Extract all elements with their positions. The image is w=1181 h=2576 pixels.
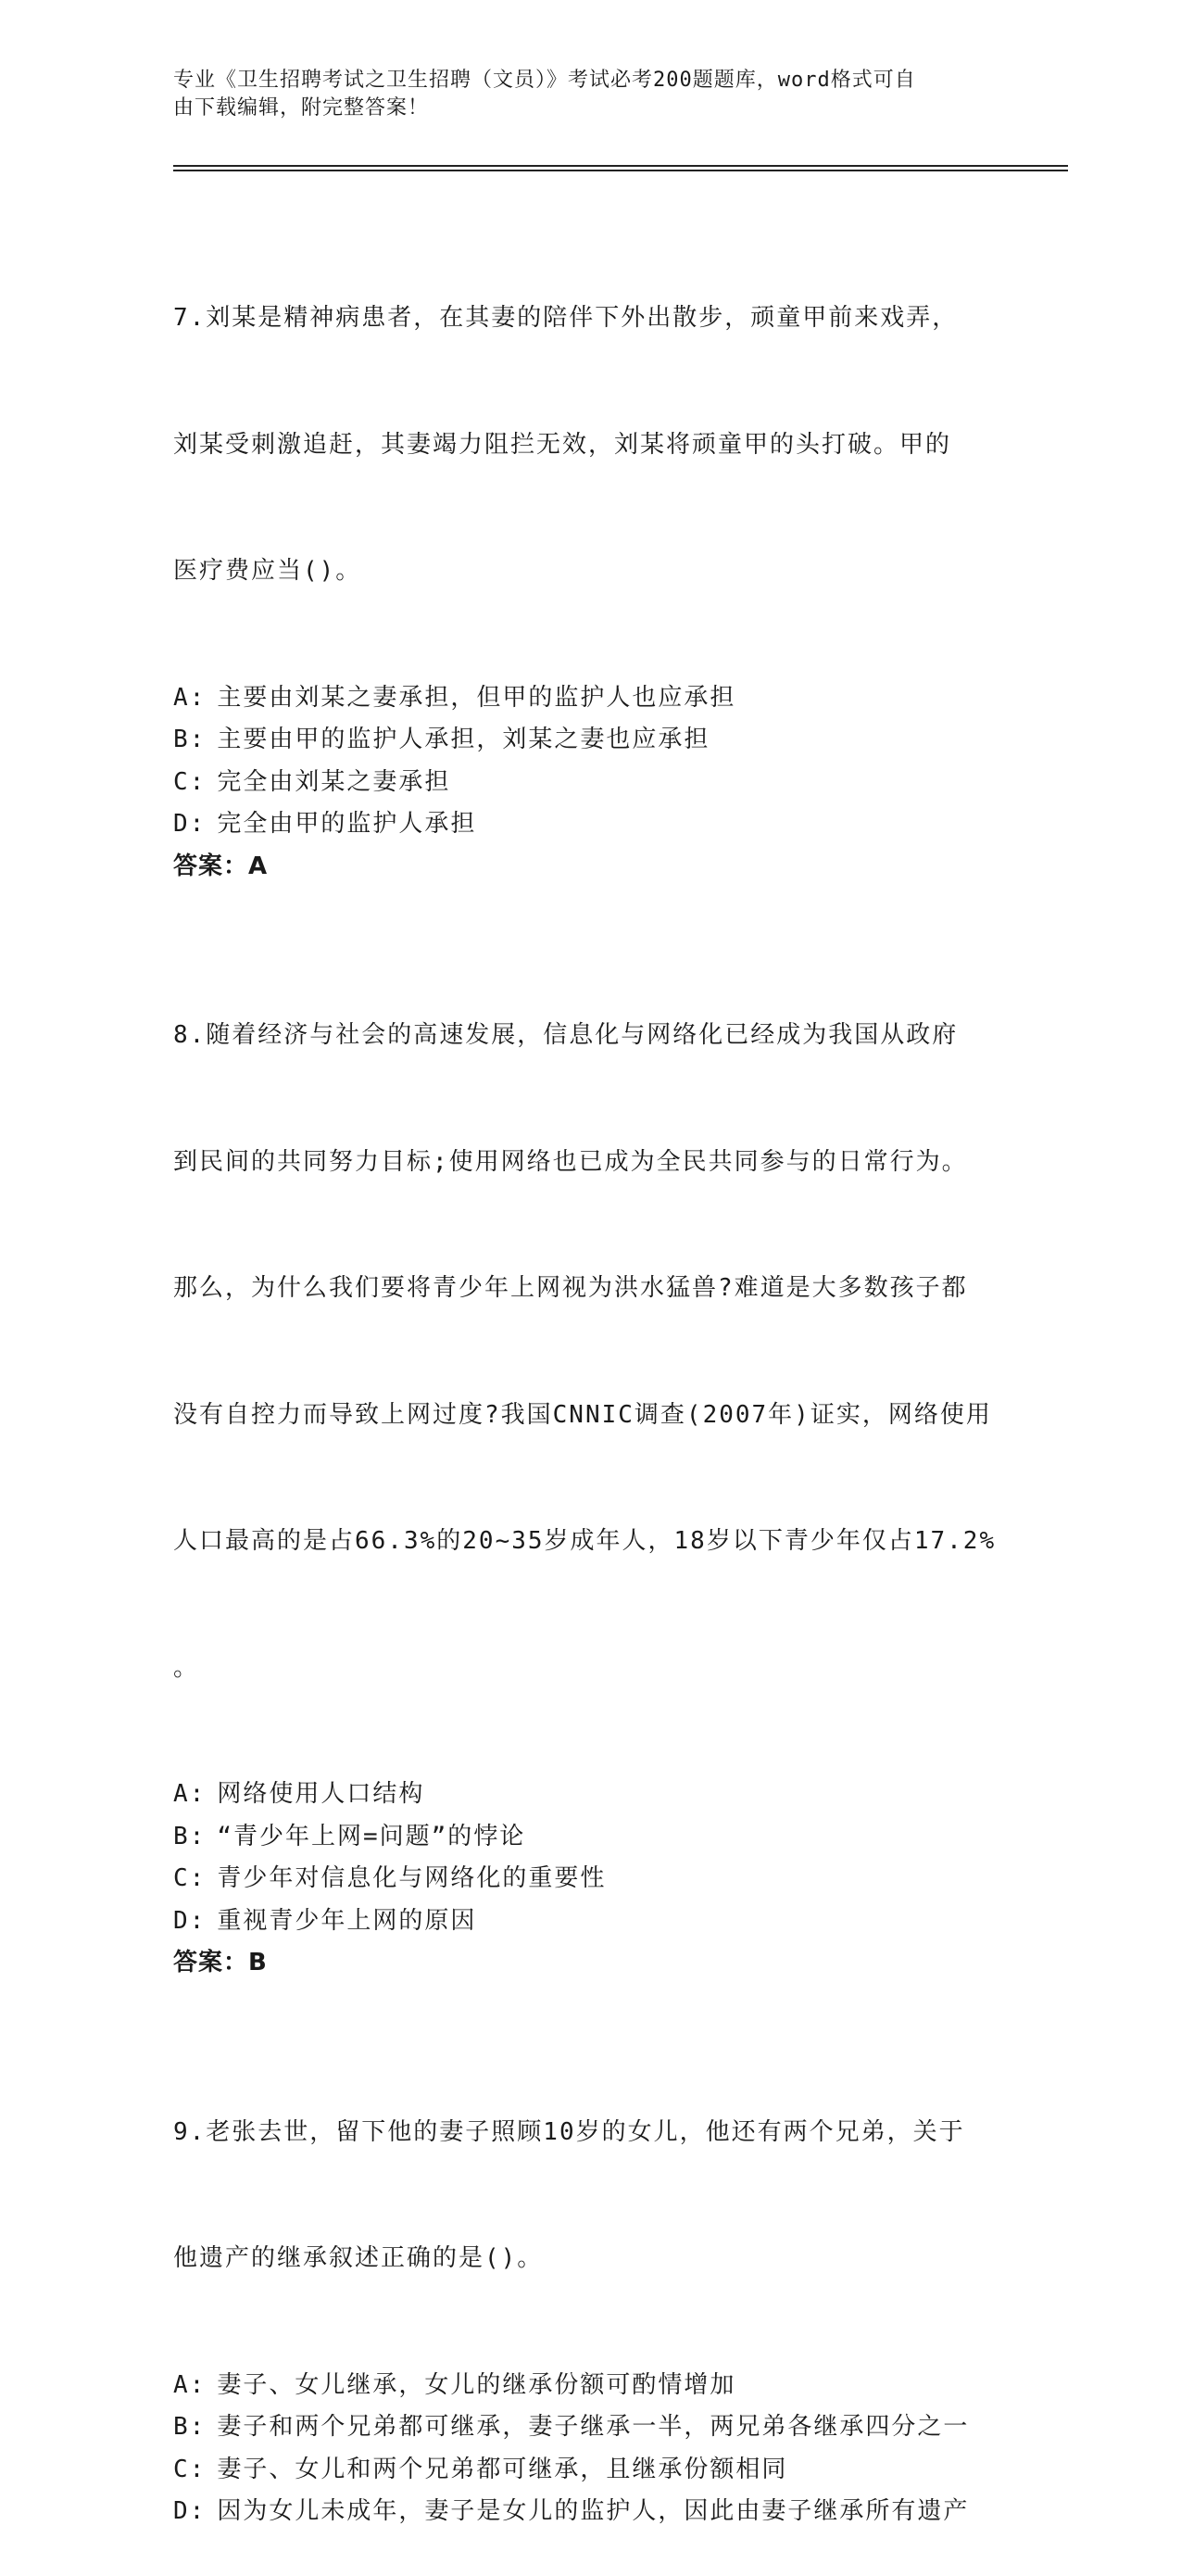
header-line-2: 由下载编辑，附完整答案！ — [173, 96, 430, 120]
stem-line: 7.刘某是精神病患者，在其妻的陪伴下外出散步，顽童甲前来戏弄， — [173, 304, 959, 332]
option-text: 妻子、女儿继承，女儿的继承份额可酌情增加 — [217, 2370, 736, 2399]
option-a — [173, 677, 1007, 720]
option-key: D: — [173, 810, 207, 838]
option-c — [173, 762, 1007, 804]
option-key: A: — [173, 1780, 207, 1808]
option-text: 完全由刘某之妻承担 — [217, 767, 451, 796]
option-key: B: — [173, 1822, 207, 1850]
question-7 — [173, 213, 1007, 888]
option-text: 主要由刘某之妻承担，但甲的监护人也应承担 — [217, 683, 736, 712]
question-8 — [173, 930, 1007, 1985]
document-header — [173, 67, 988, 122]
option-c — [173, 2449, 1007, 2492]
stem-line: 。 — [173, 1653, 200, 1682]
option-a — [173, 2365, 1007, 2407]
stem-line: 9.老张去世，留下他的妻子照顾10岁的女儿，他还有两个兄弟，关于 — [173, 2117, 965, 2146]
stem-line: 他遗产的继承叙述正确的是()。 — [173, 2244, 544, 2272]
option-d — [173, 803, 1007, 846]
option-key: B: — [173, 2413, 207, 2441]
question-stem — [173, 213, 1007, 677]
option-b — [173, 2406, 1007, 2449]
option-text: 主要由甲的监护人承担，刘某之妻也应承担 — [217, 726, 710, 753]
option-text: 网络使用人口结构 — [217, 1780, 425, 1808]
stem-line: 刘某受刺激追赶，其妻竭力阻拦无效，刘某将顽童甲的头打破。甲的 — [173, 430, 952, 459]
option-text: 完全由甲的监护人承担 — [217, 810, 477, 838]
stem-line: 医疗费应当()。 — [173, 557, 362, 585]
option-b — [173, 719, 1007, 762]
option-key: A: — [173, 2370, 207, 2399]
answer-label: 答案：B — [173, 1949, 268, 1976]
stem-line: 人口最高的是占66.3%的20~35岁成年人，18岁以下青少年仅占17.2% — [173, 1527, 997, 1555]
stem-line: 没有自控力而导致上网过度?我国CNNIC调查(2007年)证实，网络使用 — [173, 1400, 992, 1429]
option-key: D: — [173, 2497, 207, 2525]
question-9 — [173, 2027, 1007, 2533]
option-key: D: — [173, 1906, 207, 1935]
stem-line: 那么，为什么我们要将青少年上网视为洪水猛兽?难道是大多数孩子都 — [173, 1274, 968, 1302]
header-line-1: 专业《卫生招聘考试之卫生招聘（文员）》考试必考200题题库，word格式可自 — [173, 69, 916, 92]
option-text: “青少年上网=问题”的悖论 — [217, 1822, 526, 1850]
option-b — [173, 1816, 1007, 1859]
option-c — [173, 1858, 1007, 1900]
option-d — [173, 2491, 1007, 2533]
question-stem — [173, 930, 1007, 1774]
option-key: C: — [173, 2455, 207, 2483]
option-a — [173, 1774, 1007, 1816]
option-key: B: — [173, 726, 207, 753]
option-text: 妻子、女儿和两个兄弟都可继承，且继承份额相同 — [217, 2455, 788, 2483]
option-key: C: — [173, 1864, 207, 1892]
header-divider-bottom — [173, 170, 1068, 171]
option-key: C: — [173, 767, 207, 796]
option-key: A: — [173, 683, 207, 712]
option-text: 因为女儿未成年，妻子是女儿的监护人，因此由妻子继承所有遗产 — [217, 2497, 970, 2525]
answer-label: 答案：A — [173, 852, 269, 880]
option-text: 妻子和两个兄弟都可继承，妻子继承一半，两兄弟各继承四分之一 — [217, 2413, 970, 2441]
option-text: 青少年对信息化与网络化的重要性 — [217, 1864, 607, 1892]
option-d — [173, 1900, 1007, 1943]
question-list — [173, 213, 1007, 2576]
question-stem — [173, 2027, 1007, 2365]
option-text: 重视青少年上网的原因 — [217, 1906, 477, 1935]
stem-line: 到民间的共同努力目标;使用网络也已成为全民共同参与的日常行为。 — [173, 1147, 968, 1176]
stem-line: 8.随着经济与社会的高速发展，信息化与网络化已经成为我国从政府 — [173, 1021, 959, 1049]
header-divider-top — [173, 165, 1068, 167]
